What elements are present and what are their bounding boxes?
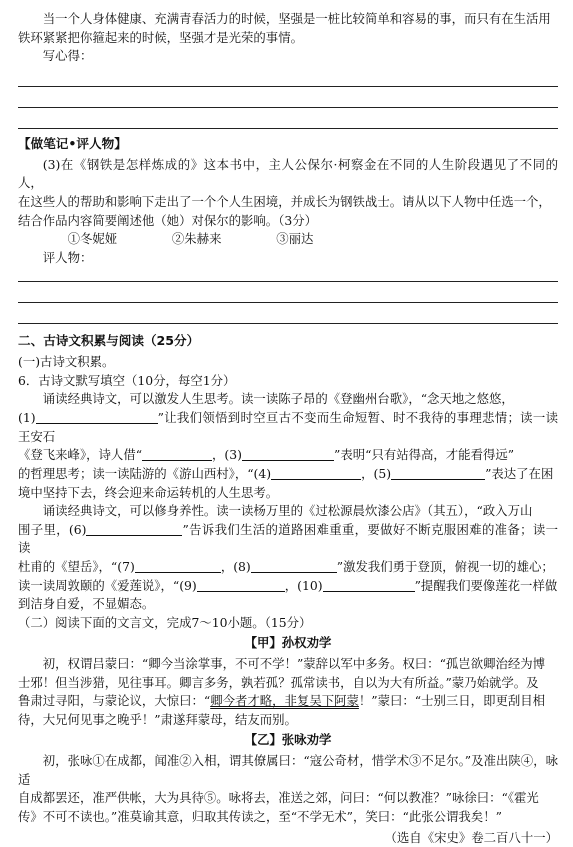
rate-line-3[interactable] xyxy=(18,303,558,324)
blank-4[interactable] xyxy=(271,467,361,480)
answer-line-2[interactable] xyxy=(18,87,558,108)
jia-3-underlined: 卿今者才略，非复吴下阿蒙 xyxy=(210,693,359,708)
p2-line-b xyxy=(18,521,558,558)
q3-line-3: 结合作品内容简要阐述他（她）对保尔的影响。（3分） xyxy=(18,212,558,231)
p1-d-text: 的哲理思考；读一读陆游的《游山西村》，“(4) xyxy=(18,466,271,481)
yi-line-2: 自成都罢还，准严供帐，大为具待⑤。咏将去，准送之郊，问曰：“何以教准？”咏徐曰：“《霍光 xyxy=(18,789,558,808)
p2-b-label: 围子里，(6) xyxy=(18,522,86,537)
yi-line-1: 初，张咏①在成都，闻准②入相，谓其僚属曰：“寇公奇材，惜学术③不足尔。”及准出陕④，咏适 xyxy=(18,752,558,789)
p1-line-c xyxy=(18,446,558,465)
p1-line-b xyxy=(18,409,558,446)
p1-c-label: ，(3) xyxy=(212,447,242,462)
jia-line-4: 待，大兄何见事之晚乎！”肃遂拜蒙母，结友而别。 xyxy=(18,711,558,730)
jia-line-3 xyxy=(18,692,558,711)
p2-d-text: 读一读周敦颐的《爱莲说》，“(9) xyxy=(18,578,197,593)
p1-b-label: (1) xyxy=(18,410,36,425)
option-1: ①冬妮娅 xyxy=(43,230,117,249)
blank-1[interactable] xyxy=(36,411,158,424)
jia-title: 【甲】孙权劝学 xyxy=(18,634,558,653)
p2-line-d xyxy=(18,577,558,596)
p1-c-text: 《登飞来峰》，诗人借“ xyxy=(18,447,142,462)
jia-3-b: ！”蒙曰：“士别三日，即更刮目相 xyxy=(359,693,545,708)
character-options xyxy=(18,230,558,249)
write-label: 写心得： xyxy=(18,47,558,66)
jia-line-2: 士邪！但当涉猎，见往事耳。卿言多务，孰若孤？孤常读书，自以为大有所益。”蒙乃始就学。及 xyxy=(18,674,558,693)
q3-line-2: 在这些人的帮助和影响下走出了一个个人生困境，并成长为钢铁战士。请从以下人物中任选一个， xyxy=(18,193,558,212)
rate-line-1[interactable] xyxy=(18,267,558,282)
exam-page xyxy=(18,10,558,847)
notes-header: 【做笔记•评人物】 xyxy=(18,135,558,154)
intro-line-1: 当一个人身体健康、充满青春活力的时候，坚强是一桩比较简单和容易的事，而只有在生活用 xyxy=(18,10,558,29)
blank-2[interactable] xyxy=(142,448,212,461)
option-2: ②朱赫来 xyxy=(147,230,221,249)
rate-line-2[interactable] xyxy=(18,282,558,303)
answer-line-3[interactable] xyxy=(18,108,558,129)
section2-sub2: （二）阅读下面的文言文，完成7～10小题。（15分） xyxy=(18,614,558,633)
p2-c-label: ，(8) xyxy=(221,559,251,574)
p2-line-c xyxy=(18,558,558,577)
blank-7[interactable] xyxy=(135,560,221,573)
jia-3-a: 鲁肃过寻阳，与蒙论议，大惊曰：“ xyxy=(18,693,210,708)
p2-c-tail: ”激发我们勇于登顶，俯视一切的雄心； xyxy=(337,559,554,574)
q3-line-1: (3)在《钢铁是怎样炼成的》这本书中，主人公保尔·柯察金在不同的人生阶段遇见了不同的人， xyxy=(18,156,558,193)
p1-line-e: 境中坚持下去，终会迎来命运转机的人生思考。 xyxy=(18,484,558,503)
blank-8[interactable] xyxy=(251,560,337,573)
yi-line-3: 传》不可不读也。”准莫谕其意，归取其传读之，至“不学无术”，笑曰：“此张公谓我矣！” xyxy=(18,808,558,827)
p1-line-a: 诵读经典诗文，可以激发人生思考。读一读陈子昂的《登幽州台歌》，“念天地之悠悠， xyxy=(18,390,558,409)
p1-d-tail: ”表达了在困 xyxy=(485,466,553,481)
p2-d-tail: ”提醒我们要像莲花一样做 xyxy=(415,578,558,593)
p1-b-text: ”让我们领悟到时空亘古不变而生命短暂、时不我待的事理悲情；读一读王安石 xyxy=(18,410,558,444)
p1-d-label: ，(5) xyxy=(361,466,391,481)
yi-title: 【乙】张咏劝学 xyxy=(18,731,558,750)
blank-10[interactable] xyxy=(323,579,415,592)
answer-line-1[interactable] xyxy=(18,66,558,87)
yi-source: （选自《宋史》卷二百八十一） xyxy=(18,829,558,847)
p2-line-e: 到洁身自爱，不显媚态。 xyxy=(18,595,558,614)
section2-title: 二、古诗文积累与阅读（25分） xyxy=(18,332,558,351)
blank-6[interactable] xyxy=(86,523,182,536)
p2-d-label: ，(10) xyxy=(285,578,323,593)
rate-label: 评人物： xyxy=(18,249,558,268)
p2-line-a: 诵读经典诗文，可以修身养性。读一读杨万里的《过松源晨炊漆公店》（其五），“政入万山 xyxy=(18,502,558,521)
intro-line-2: 铁环紧紧把你箍起来的时候，坚强才是光荣的事情。 xyxy=(18,29,558,48)
p1-c-tail: ”表明“只有站得高，才能看得远” xyxy=(334,447,514,462)
section2-sub1: (一)古诗文积累。 xyxy=(18,353,558,372)
p2-c-text: 杜甫的《望岳》，“(7) xyxy=(18,559,135,574)
blank-5[interactable] xyxy=(391,467,485,480)
blank-3[interactable] xyxy=(242,448,334,461)
p2-b-text: ”告诉我们生活的道路困难重重，要做好不断克服困难的准备；读一读 xyxy=(18,522,558,556)
p1-line-d xyxy=(18,465,558,484)
option-3: ③丽达 xyxy=(251,230,313,249)
blank-9[interactable] xyxy=(197,579,285,592)
q6-title: 6．古诗文默写填空（10分，每空1分） xyxy=(18,372,558,391)
jia-line-1: 初，权谓吕蒙曰：“卿今当涂掌事，不可不学！”蒙辞以军中多务。权曰：“孤岂欲卿治经为博 xyxy=(18,655,558,674)
